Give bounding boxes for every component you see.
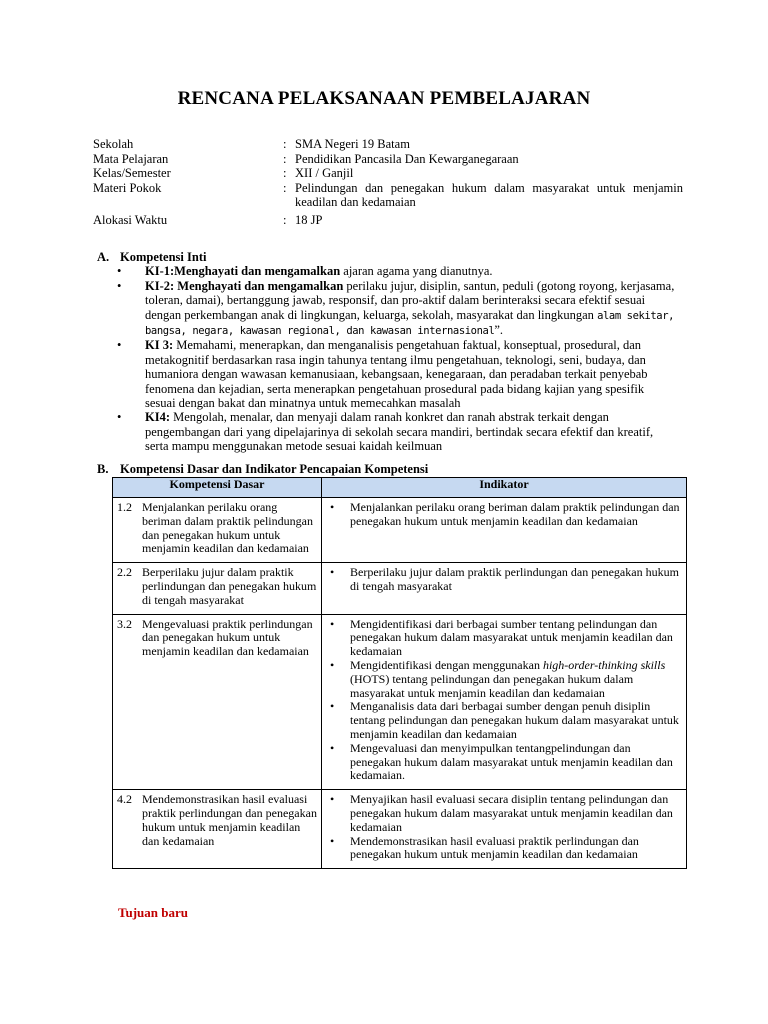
- section-letter: B.: [97, 462, 109, 476]
- indikator-text: Mengidentifikasi dari berbagai sumber tentang pelindungan dan penegakan hukum dalam masyarakat untuk menjamin keadilan dan kedamaian: [350, 616, 673, 659]
- identity-label: Mata Pelajaran: [93, 151, 169, 166]
- section-kompetensi-dasar: [97, 462, 697, 477]
- section-kompetensi-inti: [97, 250, 677, 454]
- ki-item-4: [97, 410, 677, 453]
- ki-text: Mengolah, menalar, dan menyaji dalam ranah konkret dan ranah abstrak terkait dengan pengembangan dari yang dipelajarinya di sekolah secara mandiri, bertindak secara efektif dan kreatif, serta mampu menggunakan metode sesuai kaidah keilmuan: [145, 410, 654, 454]
- ki-text-typewriter: alam sekitar, bangsa, negara, kawasan regional, dan kawasan internasional: [145, 309, 675, 338]
- kd-text: Menjalankan perilaku orang beriman dalam praktik pelindungan dan penegakan hukum untuk menjamin keadilan dan kedamaian: [142, 500, 313, 556]
- bullet-icon: •: [117, 264, 122, 279]
- ki-item-3: [97, 338, 677, 410]
- bullet-icon: •: [330, 657, 335, 672]
- identity-row-materi: [93, 181, 683, 210]
- section-letter: A.: [97, 250, 110, 264]
- indikator-text: Berperilaku jujur dalam praktik perlindungan dan penegakan hukum di tengah masyarakat: [350, 565, 679, 593]
- identity-row-mapel: [93, 152, 683, 167]
- indikator-text: Mendemonstrasikan hasil evaluasi praktik perlindungan dan penegakan hukum untuk menjamin keadilan dan kedamaian: [350, 833, 639, 862]
- ki-text-tail: ”.: [494, 323, 504, 338]
- kd-number: 2.2: [117, 565, 132, 580]
- bullet-icon: •: [330, 500, 335, 514]
- tujuan-heading: Tujuan baru: [118, 905, 188, 920]
- ki-label: KI4:: [145, 410, 170, 425]
- identity-value: Pelindungan dan penegakan hukum dalam masyarakat untuk menjamin keadilan dan kedamaian: [295, 180, 683, 210]
- identity-row-sekolah: [93, 137, 683, 152]
- indikator-item: [326, 793, 682, 834]
- identity-label: Kelas/Semester: [93, 166, 171, 181]
- indikator-item: [326, 501, 682, 529]
- ki-item-2: [97, 279, 677, 339]
- indikator-item: [326, 659, 682, 700]
- indikator-cell: [322, 614, 687, 790]
- page-title: RENCANA PELAKSANAAN PEMBELAJARAN: [177, 88, 591, 109]
- identity-colon: :: [283, 180, 287, 195]
- kd-indikator-table: [112, 477, 687, 869]
- kd-text: Mengevaluasi praktik perlindungan dan penegakan hukum untuk menjamin keadilan dan kedamaian: [142, 616, 313, 659]
- bullet-icon: •: [117, 278, 122, 293]
- identity-value: Pendidikan Pancasila Dan Kewarganegaraan: [295, 151, 519, 166]
- bullet-icon: •: [330, 792, 335, 807]
- bullet-icon: •: [330, 565, 335, 580]
- indikator-item: [326, 700, 682, 741]
- header-indikator: Indikator: [322, 478, 687, 498]
- indikator-text: Menyajikan hasil evaluasi secara disiplin tentang pelindungan dan penegakan hukum dalam masyarakat untuk menjamin keadilan dan kedamaian: [350, 792, 673, 834]
- ki-text: ajaran agama yang dianutnya.: [340, 264, 493, 279]
- table-header-row: [113, 478, 687, 498]
- section-a-heading: [97, 250, 677, 264]
- identity-label: Alokasi Waktu: [93, 212, 168, 227]
- bullet-icon: •: [330, 833, 335, 848]
- ki-item-1: [97, 264, 677, 278]
- bullet-icon: •: [330, 740, 335, 755]
- table-row: [113, 790, 687, 869]
- indikator-text: (HOTS) tentang pelindungan dan penegakan hukum dalam masyarakat untuk menjamin keadilan dan kedamaian: [350, 671, 634, 700]
- identity-value: SMA Negeri 19 Batam: [295, 137, 410, 151]
- indikator-item: [326, 618, 682, 659]
- identity-label: Sekolah: [93, 137, 134, 151]
- kd-number: 4.2: [117, 792, 132, 807]
- identity-value: 18 JP: [295, 212, 323, 227]
- ki-text: perilaku jujur, disiplin, santun, peduli (gotong royong, kerjasama, toleran, damai), bertanggung jawab, responsif, dan pro-aktif dalam berinteraksi secara efektif sesuai dengan perkembangan anak di lingkungan, keluarga, sekolah, masyarakat dan lingkungan: [145, 278, 675, 322]
- ki-label: KI-2: Menghayati dan mengamalkan: [145, 278, 344, 293]
- indikator-item: [326, 835, 682, 863]
- indikator-text: Menganalisis data dari berbagai sumber dengan penuh disiplin tentang pelindungan dan penegakan hukum dalam masyarakat untuk menjamin keadilan dan kedamaian: [350, 699, 679, 741]
- indikator-text: Mengevaluasi dan menyimpulkan tentangpelindungan dan penegakan hukum dalam masyarakat untuk menjamin keadilan dan kedamaian.: [350, 740, 673, 783]
- indikator-item: [326, 742, 682, 783]
- table-row: [113, 614, 687, 790]
- bullet-icon: •: [330, 616, 335, 631]
- table-row: [113, 563, 687, 614]
- kd-cell: [113, 563, 322, 614]
- kd-cell: [113, 614, 322, 790]
- identity-row-kelas: [93, 166, 683, 181]
- identity-value: XII / Ganjil: [295, 166, 354, 181]
- identity-colon: :: [283, 166, 287, 181]
- indikator-text: Menjalankan perilaku orang beriman dalam praktik pelindungan dan penegakan hukum untuk menjamin keadilan dan kedamaian: [350, 500, 680, 528]
- section-b-heading: [97, 462, 697, 477]
- ki-list: [97, 264, 677, 453]
- kd-cell: [113, 790, 322, 869]
- kd-number: 3.2: [117, 616, 132, 631]
- identity-colon: :: [283, 212, 287, 227]
- ki-label: KI-1:Menghayati dan mengamalkan: [145, 264, 341, 279]
- kd-text: Berperilaku jujur dalam praktik perlindungan dan penegakan hukum di tengah masyarakat: [142, 565, 317, 607]
- indikator-item: [326, 566, 682, 594]
- indikator-italic: high-order-thinking skills: [542, 657, 666, 672]
- identity-colon: :: [283, 151, 287, 166]
- identity-colon: :: [283, 137, 287, 151]
- ki-label: KI 3:: [145, 338, 174, 353]
- kd-number: 1.2: [117, 500, 132, 514]
- kd-cell: [113, 498, 322, 563]
- bullet-icon: •: [117, 410, 122, 425]
- header-kompetensi-dasar: Kompetensi Dasar: [113, 478, 322, 498]
- bullet-icon: •: [330, 699, 335, 714]
- indikator-cell: [322, 790, 687, 869]
- indikator-cell: [322, 563, 687, 614]
- section-title: Kompetensi Dasar dan Indikator Pencapaian Kompetensi: [120, 462, 429, 476]
- ki-text: Memahami, menerapkan, dan menganalisis pengetahuan faktual, konseptual, prosedural, dan metakognitif berdasarkan rasa ingin tahunya tentang ilmu pengetahuan, teknologi, seni, budaya, dan humaniora dengan wawasan kemanusiaan, kebangsaan, kenegaraan, dan peradaban terkait penyebab fenomena dan kejadian, serta menerapkan pengetahuan prosedural pada bidang kajian yang spesifik sesuai dengan bakat dan minatnya untuk memecahkan masalah: [145, 338, 648, 411]
- indikator-cell: [322, 498, 687, 563]
- identity-block: [93, 137, 683, 228]
- identity-label: Materi Pokok: [93, 180, 162, 195]
- indikator-text: Mengidentifikasi dengan menggunakan: [350, 657, 543, 672]
- bullet-icon: •: [117, 338, 122, 353]
- identity-row-alokasi: [93, 213, 683, 228]
- table-row: [113, 498, 687, 563]
- kd-text: Mendemonstrasikan hasil evaluasi praktik perlindungan dan penegakan hukum untuk menjamin keadilan dan kedamaian: [142, 792, 317, 848]
- section-title: Kompetensi Inti: [120, 250, 207, 264]
